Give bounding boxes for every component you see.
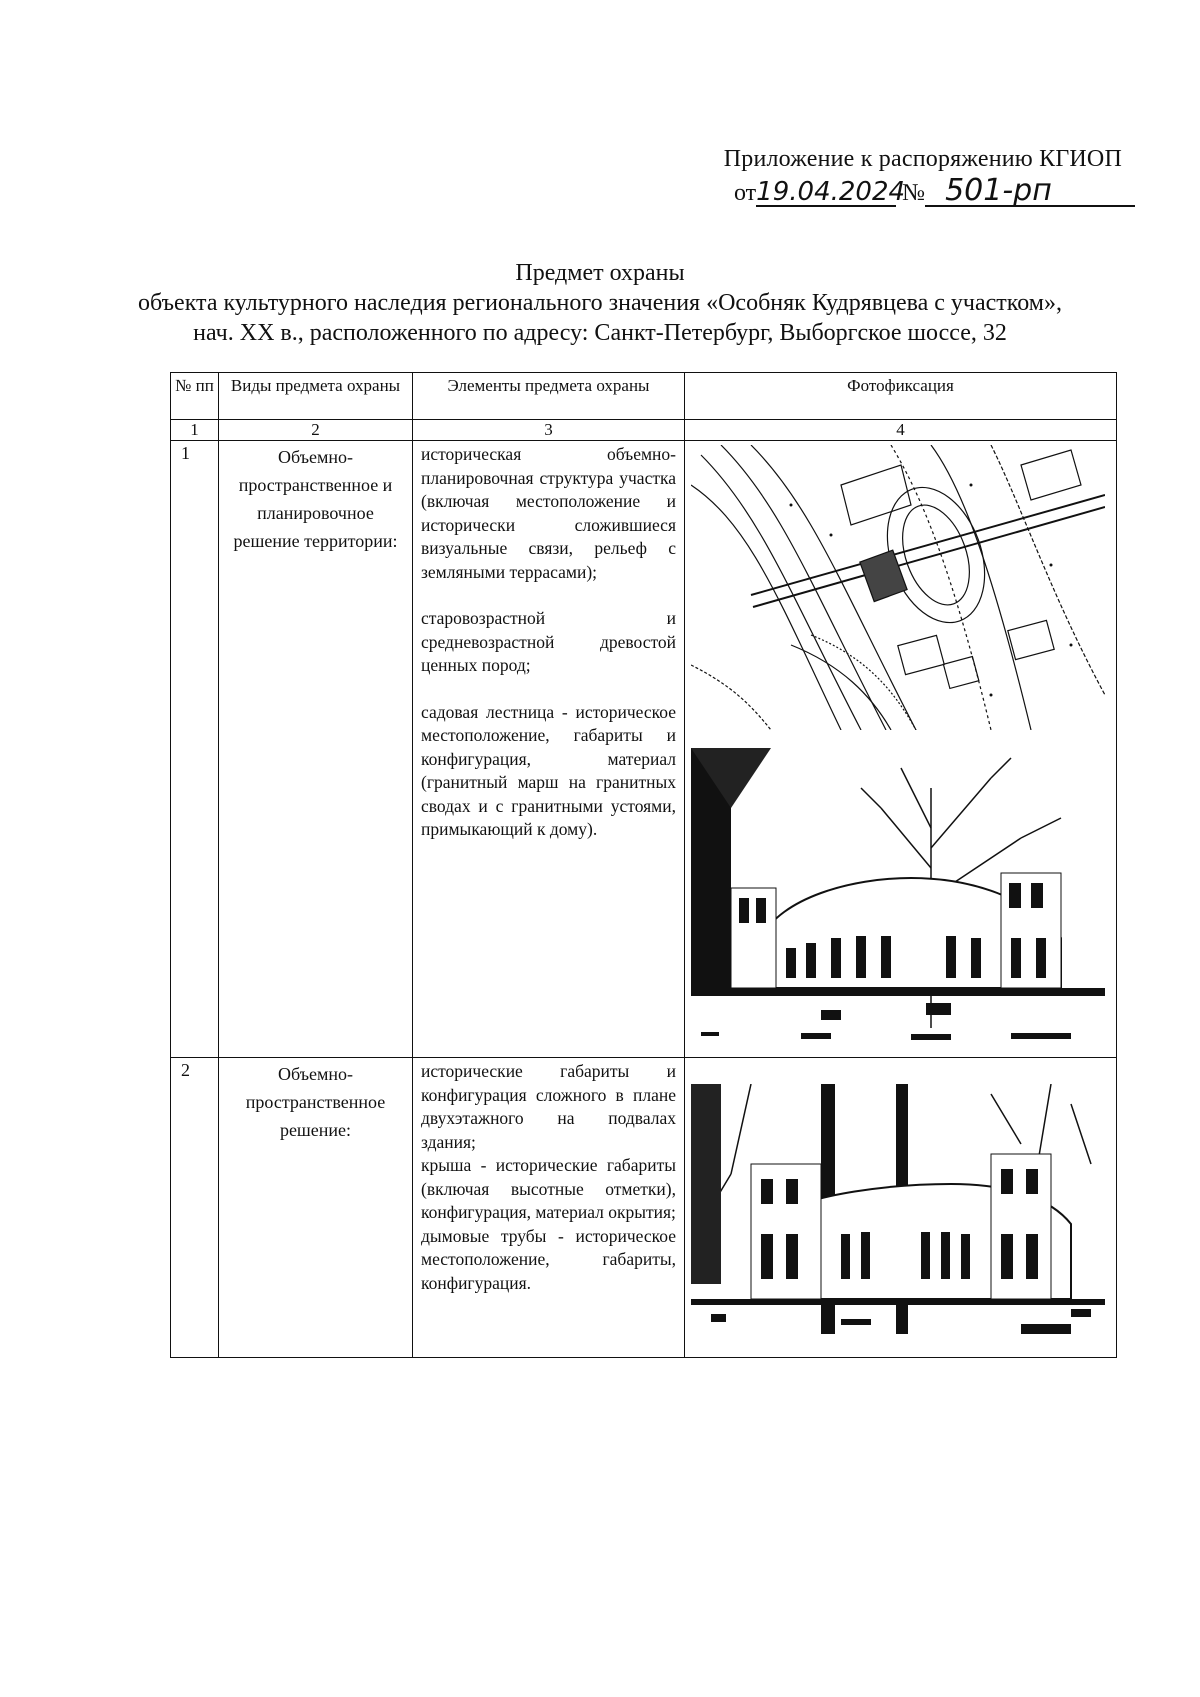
handwritten-number: 501-рп	[925, 177, 1135, 207]
element-item: дымовые трубы - историческое местоположение, габариты, конфигурация.	[421, 1225, 676, 1293]
title-line-3: нач. XX в., расположенного по адресу: Санкт-Петербург, Выборгское шоссе, 32	[193, 320, 1007, 346]
header-kind: Виды предмета охраны	[219, 373, 413, 420]
number-label: №	[902, 180, 926, 206]
table-row	[171, 1058, 1117, 1358]
row-photos	[685, 1058, 1117, 1358]
header-photo: Фотофиксация	[685, 373, 1117, 420]
protection-subject-table	[170, 372, 1117, 1358]
colnum-2: 2	[219, 420, 413, 441]
row-elements	[413, 441, 685, 1058]
table-header-row	[171, 373, 1117, 420]
title-line-2: объекта культурного наследия регионального значения «Особняк Кудрявцева с участком»,	[138, 290, 1062, 316]
row-kind: Объемно-пространственное и планировочное решение территории:	[219, 441, 413, 1058]
row-elements	[413, 1058, 685, 1358]
house-photo-front	[691, 1084, 1105, 1346]
row-kind: Объемно-пространственное решение:	[219, 1058, 413, 1358]
appendix-block	[722, 146, 1122, 207]
site-plan-image	[691, 445, 1105, 730]
row-number: 1	[171, 441, 219, 1058]
table-row	[171, 441, 1117, 1058]
appendix-title: Приложение к распоряжению КГИОП	[723, 146, 1122, 172]
row-number: 2	[171, 1058, 219, 1358]
from-label: от	[734, 180, 757, 206]
header-elements: Элементы предмета охраны	[413, 373, 685, 420]
row-photos	[685, 441, 1117, 1058]
appendix-ref-line	[734, 173, 1122, 208]
element-item: историческая объемно-планировочная структура участка (включая местоположение и исторически сложившиеся визуальные связи, рельеф с земляными террасами);	[421, 444, 676, 582]
element-item: садовая лестница - историческое местоположение, габариты и конфигурация, материал (гранитный марш на гранитных сводах и с гранитными устоями, примыкающий к дому).	[421, 701, 676, 839]
element-item: исторические габариты и конфигурация сложного в плане двухэтажного на подвалах здания;	[421, 1061, 676, 1152]
column-number-row	[171, 420, 1117, 441]
element-item: старовозрастной и средневозрастной древостой ценных пород;	[421, 608, 676, 675]
header-num: № пп	[171, 373, 219, 420]
colnum-4: 4	[685, 420, 1117, 441]
handwritten-date: 19.04.2024	[756, 177, 906, 207]
colnum-3: 3	[413, 420, 685, 441]
title-line-1: Предмет охраны	[515, 260, 685, 286]
document-title	[0, 258, 1200, 348]
house-photo-winter	[691, 748, 1105, 1048]
element-item: крыша - исторические габариты (включая высотные отметки), конфигурация, материал окрытия;	[421, 1155, 676, 1222]
colnum-1: 1	[171, 420, 219, 441]
